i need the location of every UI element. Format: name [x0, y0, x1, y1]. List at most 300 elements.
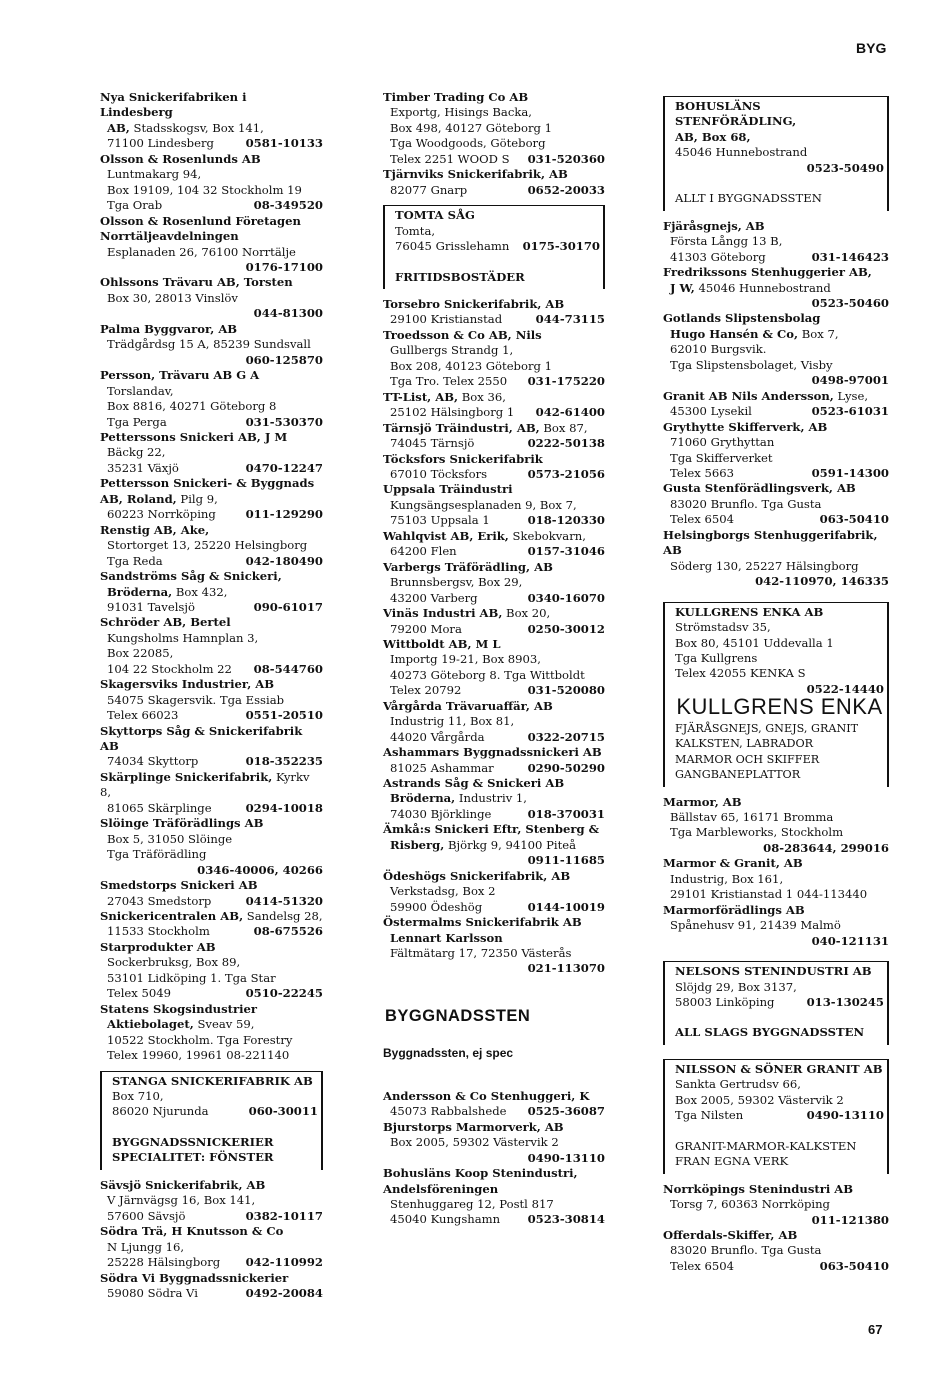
address-line: Box 36,: [461, 389, 506, 404]
phone-number: 060-125870: [245, 352, 323, 367]
list-item: [100, 476, 323, 522]
list-item: [383, 1120, 605, 1166]
phone-number: 08-349520: [253, 198, 323, 213]
phone-number: 0290-50290: [527, 760, 605, 775]
address-line: 67010 Töcksfors: [390, 466, 488, 481]
list-item: [100, 724, 323, 770]
address-line: Box 208, 40123 Göteborg 1: [390, 358, 552, 373]
phone-number: 044-73115: [535, 312, 605, 327]
list-item: [663, 903, 889, 949]
phone-number: 018-120330: [527, 513, 605, 528]
address-line: Fältmätarg 17, 72350 Västerås: [390, 946, 572, 961]
list-item: [100, 1002, 323, 1064]
product-line: KALKSTEN, LABRADOR: [675, 737, 814, 751]
company-name: Smedstorps Snickeri AB: [100, 878, 258, 893]
address-line: 43200 Varberg: [390, 590, 478, 605]
list-item: [383, 776, 605, 822]
list-item: [100, 816, 323, 878]
product-line: FRAN EGNA VERK: [675, 1154, 789, 1169]
company-name: Uppsala Träindustri: [383, 482, 513, 497]
company-name: Bröderna,: [107, 584, 173, 599]
product-line: GANGBANEPLATTOR: [675, 768, 801, 782]
company-name: Lennart Karlsson: [390, 930, 503, 945]
phone-number: 0911-11685: [527, 853, 605, 868]
company-name: Bjurstorps Marmorverk, AB: [383, 1119, 564, 1134]
phone-number: 0322-20715: [527, 729, 605, 744]
address-line: Bäckg 22,: [107, 445, 166, 460]
telex: Telex 20792: [390, 683, 462, 698]
column-3: [663, 90, 889, 1274]
address-line: AB, Box 68,: [675, 129, 751, 144]
address-line: 74034 Skyttorp: [107, 754, 199, 769]
company-name: Fredrikssons Stenhuggerier AB,: [663, 265, 872, 280]
phone-number: 0492-20084: [245, 1285, 323, 1300]
phone-number: 0525-36087: [527, 1104, 605, 1119]
address-line: 11533 Stockholm: [107, 924, 210, 939]
company-name: KULLGRENS ENKA AB: [675, 604, 824, 619]
phone-number: 0652-20033: [527, 182, 605, 197]
address-line: Kungsängsesplanaden 9, Box 7,: [390, 497, 577, 512]
list-item: [383, 1089, 605, 1120]
company-name: TT-List, AB,: [383, 389, 459, 404]
company-name: Grythytte Skifferverk, AB: [663, 419, 828, 434]
list-item: [100, 677, 323, 723]
advertisement-box: [663, 961, 889, 1045]
slogan: FRITIDSBOSTÄDER: [395, 269, 525, 284]
phone-number: 0490-13110: [806, 1108, 884, 1123]
phone-number: 060-30011: [248, 1104, 318, 1119]
list-item: [663, 389, 889, 420]
list-item: [100, 214, 323, 276]
telex: Telex 66023: [107, 708, 179, 723]
list-item: [383, 637, 605, 699]
phone-number: 0523-30814: [527, 1212, 605, 1227]
address-line: 104 22 Stockholm 22: [107, 661, 232, 676]
company-name: AB,: [107, 120, 130, 135]
list-item: [663, 420, 889, 482]
product-line: FJÄRÅSGNEJS, GNEJS, GRANIT: [675, 721, 859, 735]
telex: Tga Tro. Telex 2550: [390, 374, 508, 389]
address-line: 41303 Göteborg: [670, 249, 766, 264]
company-name: Tärnsjö Träindustri, AB,: [383, 420, 540, 435]
company-name: Ödeshögs Snickerifabrik, AB: [383, 868, 571, 883]
address-line: Exportg, Hisings Backa,: [390, 105, 532, 120]
advertisement-box: [663, 96, 889, 211]
company-name: Sandströms Såg & Snickeri,: [100, 569, 282, 584]
telegram-address: Tga Marbleworks, Stockholm: [670, 825, 844, 840]
list-item: [100, 368, 323, 430]
address-line: 45046 Hunnebostrand: [675, 145, 808, 160]
phone-number: 0470-12247: [245, 460, 323, 475]
list-item: [100, 569, 323, 615]
address-line: 54075 Skagersvik. Tga Essiab: [107, 692, 285, 707]
phone-number: 042-180490: [245, 553, 323, 568]
phone-number: 042-61400: [535, 405, 605, 420]
subsection-title: Byggnadssten, ej spec: [383, 1046, 514, 1061]
phone-number: 042-110992: [245, 1255, 323, 1270]
company-name: Ashammars Byggnadssnickeri AB: [383, 745, 602, 760]
company-name: STANGA SNICKERIFABRIK AB: [112, 1073, 313, 1088]
phone-number: 0382-10117: [245, 1208, 323, 1223]
phone-number: 0581-10133: [245, 136, 323, 151]
address-line: 74045 Tärnsjö: [390, 436, 475, 451]
company-name: Torsebro Snickerifabrik, AB: [383, 296, 565, 311]
address-line: Esplanaden 26, 76100 Norrtälje: [107, 244, 296, 259]
address-line: 74030 Björklinge: [390, 806, 492, 821]
product-line: GRANIT-MARMOR-KALKSTEN: [675, 1138, 857, 1153]
address-line: Box 2005, 59302 Västervik 2: [675, 1092, 844, 1107]
telex: Telex 6504: [670, 512, 734, 527]
address-line: Tomta,: [395, 223, 436, 238]
address-line: 59900 Ödeshög: [390, 899, 483, 914]
list-item: [663, 528, 889, 590]
company-name: Ohlssons Trävaru AB, Torsten: [100, 275, 293, 290]
phone-number: 0573-21056: [527, 466, 605, 481]
phone-number: 08-283644, 299016: [763, 840, 889, 855]
address-line: Slöjdg 29, Box 3137,: [675, 979, 797, 994]
address-line: 25228 Hälsingborg: [107, 1255, 221, 1270]
address-line: Box 19109, 104 32 Stockholm 19: [107, 182, 302, 197]
company-name: Sävsjö Snickerifabrik, AB: [100, 1177, 266, 1192]
company-name: Östermalms Snickerifabrik AB: [383, 915, 582, 930]
company-name: Schröder AB, Bertel: [100, 615, 231, 630]
company-name: Hugo Hansén & Co,: [670, 326, 799, 341]
list-item: [100, 152, 323, 214]
phone-number: Telex 19960, 19961 08-221140: [107, 1048, 290, 1063]
list-item: [663, 265, 889, 311]
list-item: [383, 606, 605, 637]
company-name: Timber Trading Co AB: [383, 90, 529, 104]
address-line: Industriv 1,: [458, 791, 527, 806]
company-name: Helsingborgs Stenhuggerifabrik, AB: [663, 527, 878, 558]
address-line: 59080 Södra Vi: [107, 1285, 198, 1300]
address-line: Stortorget 13, 25220 Helsingborg: [107, 538, 308, 553]
company-name: NELSONS STENINDUSTRI AB: [675, 964, 872, 979]
telex: Telex 2251 WOOD S: [390, 151, 510, 166]
company-name: Varbergs Träförädling, AB: [383, 559, 553, 574]
list-item: [100, 523, 323, 569]
page-number: 67: [868, 1322, 883, 1337]
company-name: Troedsson & Co AB, Nils: [383, 327, 542, 342]
company-name: Marmorförädlings AB: [663, 902, 805, 917]
address-line: 35231 Växjö: [107, 460, 179, 475]
phone-number: 013-130245: [806, 995, 884, 1010]
address-line: Spånehusv 91, 21439 Malmö: [670, 918, 841, 933]
address-line: 62010 Burgsvik.: [670, 342, 767, 357]
address-line: Verkstadsg, Box 2: [390, 884, 496, 899]
company-name: Statens Skogsindustrier: [100, 1001, 257, 1016]
list-item: [383, 529, 605, 560]
phone-number: 0144-10019: [527, 899, 605, 914]
address-line: Strömstadsv 35,: [675, 620, 771, 635]
address-line: Box 432,: [175, 584, 228, 599]
address-line: 29100 Kristianstad: [390, 312, 503, 327]
company-name: Aktiebolaget,: [107, 1017, 194, 1032]
company-name: Gotlands Slipstensbolag: [663, 311, 821, 326]
company-name: Vårgårda Trävaruaffär, AB: [383, 698, 553, 713]
phone-number: 040-121131: [811, 933, 889, 948]
list-item: [100, 1178, 323, 1224]
phone-number: 0510-22245: [245, 986, 323, 1001]
address-line: Stadsskogsv, Box 141,: [133, 120, 264, 135]
list-item: [383, 869, 605, 915]
address-line: Björkg 9, 94100 Piteå: [448, 837, 577, 852]
address-line: Box 7,: [801, 326, 839, 341]
company-name: Ämkå:s Snickeri Eftr, Stenberg &: [383, 822, 600, 837]
advertisement-box: [663, 1059, 889, 1174]
company-name: BOHUSLÄNS STENFÖRÄDLING,: [675, 99, 797, 129]
address-line: 64200 Flen: [390, 544, 457, 559]
address-line: Box 710,: [112, 1089, 164, 1103]
phone-number: 0414-51320: [245, 893, 323, 908]
address-line: 83020 Brunflo. Tga Gusta: [670, 496, 822, 511]
company-name: NILSSON & SÖNER GRANIT AB: [675, 1061, 883, 1076]
company-name: Vinäs Industri AB,: [383, 606, 503, 621]
telegram-address: Tga Slipstensbolaget, Visby: [670, 357, 833, 372]
address-line: Box 80, 45101 Uddevalla 1: [675, 635, 834, 650]
company-name: Wittboldt AB, M L: [383, 636, 501, 651]
telegram-address: Tga Perga: [107, 414, 167, 429]
company-name: Slöinge Träförädlings AB: [100, 816, 264, 831]
list-item: [100, 1224, 323, 1270]
list-item: [100, 322, 323, 368]
list-item: [383, 452, 605, 483]
company-name: Södra Trä, H Knutsson & Co: [100, 1224, 284, 1239]
address-line: 81025 Ashammar: [390, 760, 494, 775]
phone-number: 0340-16070: [527, 590, 605, 605]
company-name: AB, Roland,: [100, 491, 177, 506]
address-line: 71060 Grythyttan: [670, 435, 775, 450]
list-item: [663, 481, 889, 527]
list-item: [100, 430, 323, 476]
address-line: 58003 Linköping: [675, 995, 775, 1010]
list-item: [100, 878, 323, 909]
address-line: Box 22085,: [107, 646, 174, 661]
address-line: 10522 Stockholm. Tga Forestry: [107, 1032, 293, 1047]
list-item: [383, 390, 605, 421]
list-item: [100, 90, 323, 152]
company-name: Palma Byggvaror, AB: [100, 321, 238, 336]
address-line: Luntmakarg 94,: [107, 167, 202, 182]
address-line: Sockerbruksg, Box 89,: [107, 955, 241, 970]
company-name: Olsson & Rosenlund Företagen: [100, 213, 301, 228]
address-line: 79200 Mora: [390, 621, 462, 636]
phone-number: 042-110970, 146335: [755, 574, 889, 589]
column-1: [100, 90, 323, 1301]
phone-number: 063-50410: [819, 1258, 889, 1273]
list-item: [100, 1271, 323, 1302]
company-name: Astrands Såg & Snickeri AB: [383, 776, 565, 791]
company-name: Petterssons Snickeri AB, J M: [100, 429, 288, 444]
telegram-address: Tga Woodgoods, Göteborg: [390, 136, 546, 151]
address-line: Skebokvarn,: [512, 528, 586, 543]
phone-number: 031-530370: [245, 414, 323, 429]
phone-number: 031-520080: [527, 683, 605, 698]
phone-number: 0522-14440: [806, 681, 884, 696]
telex: Telex 5663: [670, 465, 734, 480]
column-2: [383, 90, 605, 1228]
phone-number: 0523-50490: [806, 160, 884, 175]
product-line: MARMOR OCH SKIFFER: [675, 752, 820, 766]
section-title: BYGGNADSSTEN: [385, 1006, 531, 1025]
slogan: SPECIALITET: FÖNSTER: [112, 1150, 274, 1165]
address-line: Kungsholms Hamnplan 3,: [107, 630, 259, 645]
phone-number: 021-113070: [527, 961, 605, 976]
company-name: Södra Vi Byggnadssnickerier: [100, 1270, 289, 1285]
company-name: Bröderna,: [390, 791, 456, 806]
list-item: [663, 311, 889, 388]
telegram-address: Tga Reda: [107, 553, 163, 568]
telex: Telex 42055 KENKA S: [675, 666, 806, 681]
address-line: Sandelsg 28,: [246, 909, 323, 924]
address-line: 83020 Brunflo. Tga Gusta: [670, 1243, 822, 1258]
address-line: Lyse,: [837, 388, 869, 403]
company-name: Nya Snickerifabriken i Lindesberg: [100, 90, 247, 120]
phone-number: 090-61017: [253, 599, 323, 614]
list-item: [383, 915, 605, 977]
list-item: [383, 90, 605, 167]
list-item: [383, 421, 605, 452]
phone-number: 0294-10018: [245, 800, 323, 815]
phone-number: 0222-50138: [527, 436, 605, 451]
address-line: Gullbergs Strandg 1,: [390, 343, 514, 358]
company-name: Olsson & Rosenlunds AB: [100, 151, 261, 166]
address-line: Box 20,: [506, 606, 551, 621]
list-item: [100, 770, 323, 816]
address-line: Box 5, 31050 Slöinge: [107, 831, 233, 846]
phone-number: 011-129290: [245, 507, 323, 522]
address-line: 60223 Norrköping: [107, 507, 216, 522]
phone-number: 0591-14300: [811, 465, 889, 480]
address-line: Bällstav 65, 16171 Bromma: [670, 810, 834, 825]
phone-number: 031-520360: [527, 151, 605, 166]
list-item: [663, 795, 889, 857]
list-item: [383, 167, 605, 198]
list-item: [383, 297, 605, 328]
list-item: [383, 328, 605, 390]
list-item: [383, 560, 605, 606]
company-name: Töcksfors Snickerifabrik: [383, 451, 543, 466]
phone-number: 0175-30170: [522, 239, 600, 254]
company-name: Fjäråsgnejs, AB: [663, 218, 765, 233]
telex: Telex 6504: [670, 1258, 734, 1273]
list-item: [383, 699, 605, 745]
slogan: ALLT I BYGGNADSSTEN: [675, 191, 822, 206]
company-name: Renstig AB, Ake,: [100, 522, 210, 537]
company-name: Snickericentralen AB,: [100, 909, 244, 924]
address-line: 76045 Grisslehamn: [395, 239, 510, 254]
address-line: Box 2005, 59302 Västervik 2: [390, 1135, 559, 1150]
address-line: 45040 Kungshamn: [390, 1212, 501, 1227]
address-line: 45300 Lysekil: [670, 404, 752, 419]
list-item: [383, 745, 605, 776]
company-name: J W,: [670, 280, 695, 295]
address-line: Sveav 59,: [197, 1017, 255, 1032]
address-line: 29101 Kristianstad 1 044-113440: [670, 887, 868, 902]
phone-number: 0551-20510: [245, 708, 323, 723]
list-item: [663, 856, 889, 902]
phone-number: 044-81300: [253, 306, 323, 321]
address-line: 53101 Lidköping 1. Tga Star: [107, 970, 276, 985]
address-line: Kyrkv 8,: [100, 769, 310, 800]
address-line: Brunnsbergsv, Box 29,: [390, 575, 523, 590]
address-line: N Ljungg 16,: [107, 1239, 185, 1254]
company-name: Gusta Stenförädlingsverk, AB: [663, 481, 856, 496]
company-logo: KULLGRENS ENKA: [676, 694, 883, 720]
address-line: Industrig 11, Box 81,: [390, 714, 515, 729]
page-header: BYG: [856, 40, 887, 56]
telegram-address: Tga Skifferverket: [670, 450, 773, 465]
telegram-address: Tga Nilsten: [675, 1108, 744, 1123]
company-name: Skagersviks Industrier, AB: [100, 677, 275, 692]
company-name: Andelsföreningen: [383, 1181, 499, 1196]
address-line: 71100 Lindesberg: [107, 136, 214, 151]
advertisement-box: [100, 1071, 323, 1170]
phone-number: 0498-97001: [811, 373, 889, 388]
address-line: Torsg 7, 60363 Norrköping: [670, 1197, 830, 1212]
company-name: Skyttorps Såg & Snickerifabrik AB: [100, 723, 303, 754]
address-line: 91031 Tavelsjö: [107, 599, 195, 614]
address-line: 27043 Smedstorp: [107, 893, 212, 908]
address-line: Industrig, Box 161,: [670, 871, 784, 886]
address-line: 75103 Uppsala 1: [390, 513, 490, 528]
address-line: 86020 Njurunda: [112, 1104, 209, 1119]
phone-number: 031-175220: [527, 374, 605, 389]
address-line: Stenhuggareg 12, Postl 817: [390, 1197, 554, 1211]
address-line: 45073 Rabbalshede: [390, 1104, 507, 1119]
address-line: 82077 Gnarp: [390, 182, 468, 197]
address-line: Första Långg 13 B,: [670, 234, 783, 249]
address-line: Importg 19-21, Box 8903,: [390, 652, 541, 667]
company-name: Norrköpings Stenindustri AB: [663, 1181, 854, 1196]
phone-number: 0176-17100: [245, 259, 323, 274]
company-name: Skärplinge Snickerifabrik,: [100, 769, 273, 784]
address-line: Box 30, 28013 Vinslöv: [107, 290, 238, 305]
list-item: [100, 940, 323, 1002]
company-name: Starprodukter AB: [100, 939, 216, 954]
phone-number: 018-352235: [245, 754, 323, 769]
list-item: [383, 1166, 605, 1228]
address-line: Box 498, 40127 Göteborg 1: [390, 120, 552, 135]
phone-number: 011-121380: [811, 1212, 889, 1227]
phone-number: 063-50410: [819, 512, 889, 527]
phone-number: 0346-40006, 40266: [197, 862, 323, 877]
phone-number: 08-675526: [253, 924, 323, 939]
company-name: Risberg,: [390, 837, 445, 852]
address-line: 40273 Göteborg 8. Tga Wittboldt: [390, 667, 585, 682]
address-line: 81065 Skärplinge: [107, 800, 212, 815]
company-name: Persson, Trävaru AB G A: [100, 368, 260, 383]
list-item: [663, 1182, 889, 1228]
phone-number: 018-370031: [527, 806, 605, 821]
phone-number: 0157-31046: [527, 544, 605, 559]
address-line: 25102 Hälsingborg 1: [390, 405, 515, 420]
company-name: Bohusläns Koop Stenindustri,: [383, 1166, 578, 1181]
address-line: Sankta Gertrudsv 66,: [675, 1077, 801, 1092]
company-name: Tjärnviks Snickerifabrik, AB: [383, 167, 568, 182]
company-name: Offerdals-Skiffer, AB: [663, 1228, 798, 1242]
phone-number: 0523-61031: [811, 404, 889, 419]
advertisement-box: [663, 602, 889, 787]
address-line: Pilg 9,: [180, 491, 218, 506]
address-line: Box 87,: [543, 420, 588, 435]
address-line: Torslandav,: [107, 383, 174, 398]
company-name: Andersson & Co Stenhuggeri, K: [383, 1088, 590, 1103]
phone-number: 0523-50460: [811, 295, 889, 310]
address-line: Box 8816, 40271 Göteborg 8: [107, 399, 277, 414]
company-name: Norrtäljeavdelningen: [100, 229, 239, 244]
advertisement-box: [383, 205, 605, 289]
